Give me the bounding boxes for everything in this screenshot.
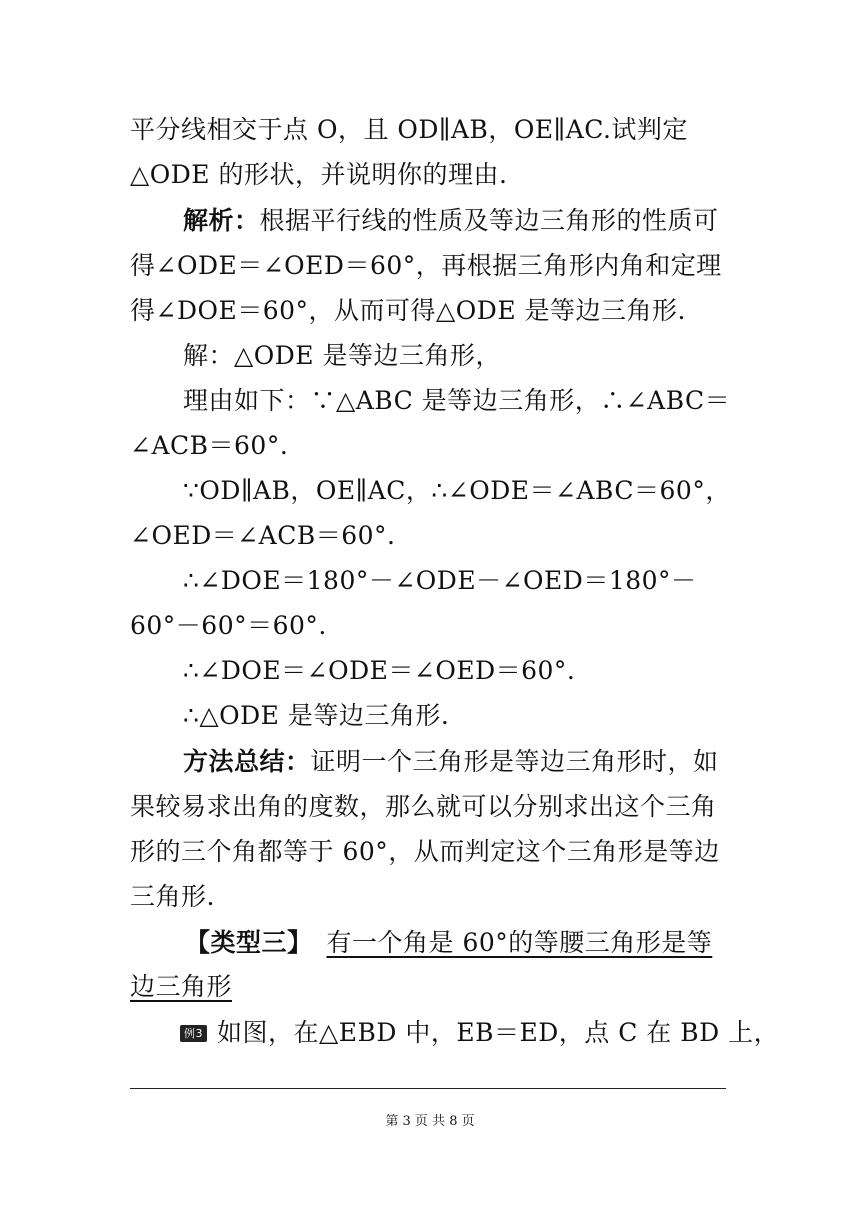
text-line: 得∠ODE＝∠OED＝60°，再根据三角形内角和定理 — [130, 251, 722, 280]
text-line: ∴∠DOE＝∠ODE＝∠OED＝60°. — [183, 656, 576, 685]
text-line: ∠OED＝∠ACB＝60°. — [130, 521, 396, 550]
example-line — [180, 1016, 780, 1050]
text-line: △ODE 的形状，并说明你的理由. — [130, 160, 508, 189]
page-number: 第 3 页 共 8 页 — [385, 1114, 475, 1129]
analysis-text: 根据平行线的性质及等边三角形的性质可 — [259, 206, 719, 235]
text-line: 理由如下：∵△ABC 是等边三角形，∴∠ABC＝ — [183, 386, 731, 415]
text-line: ∠ACB＝60°. — [130, 431, 289, 460]
text-line: 得∠DOE＝60°，从而可得△ODE 是等边三角形. — [130, 296, 686, 325]
section-title-continued: 边三角形 — [130, 972, 233, 1001]
text-line: 60°－60°＝60°. — [130, 611, 327, 640]
section-heading-continued — [130, 970, 730, 1004]
example-text: 如图，在△EBD 中，EB＝ED，点 C 在 BD 上， — [217, 1018, 780, 1047]
method-summary-paragraph — [183, 745, 730, 779]
text-line: ∴∠DOE＝180°－∠ODE－∠OED＝180°－ — [183, 566, 697, 595]
footer-divider — [130, 1088, 726, 1089]
analysis-label: 解析： — [183, 206, 260, 235]
text-line: 形的三个角都等于 60°，从而判定这个三角形是等边 — [130, 837, 720, 866]
section-tag: 【类型三】 — [185, 928, 313, 957]
text-line: ∴△ODE 是等边三角形. — [183, 701, 450, 730]
solution-line: 解：△ODE 是等边三角形， — [183, 341, 501, 370]
section-title: 有一个角是 60°的等腰三角形是等 — [326, 928, 713, 957]
example-badge: 例3 — [180, 1025, 207, 1042]
text-line: 果较易求出角的度数，那么就可以分别求出这个三角 — [130, 792, 717, 821]
text-line: 三角形. — [130, 882, 215, 911]
method-summary-label: 方法总结： — [183, 747, 311, 776]
method-summary-text: 证明一个三角形是等边三角形时，如 — [310, 747, 719, 776]
text-line: 平分线相交于点 O，且 OD∥AB，OE∥AC.试判定 — [130, 115, 688, 144]
section-heading — [185, 926, 730, 960]
text-line: ∵OD∥AB，OE∥AC，∴∠ODE＝∠ABC＝60°， — [183, 476, 731, 505]
analysis-paragraph — [183, 204, 730, 238]
